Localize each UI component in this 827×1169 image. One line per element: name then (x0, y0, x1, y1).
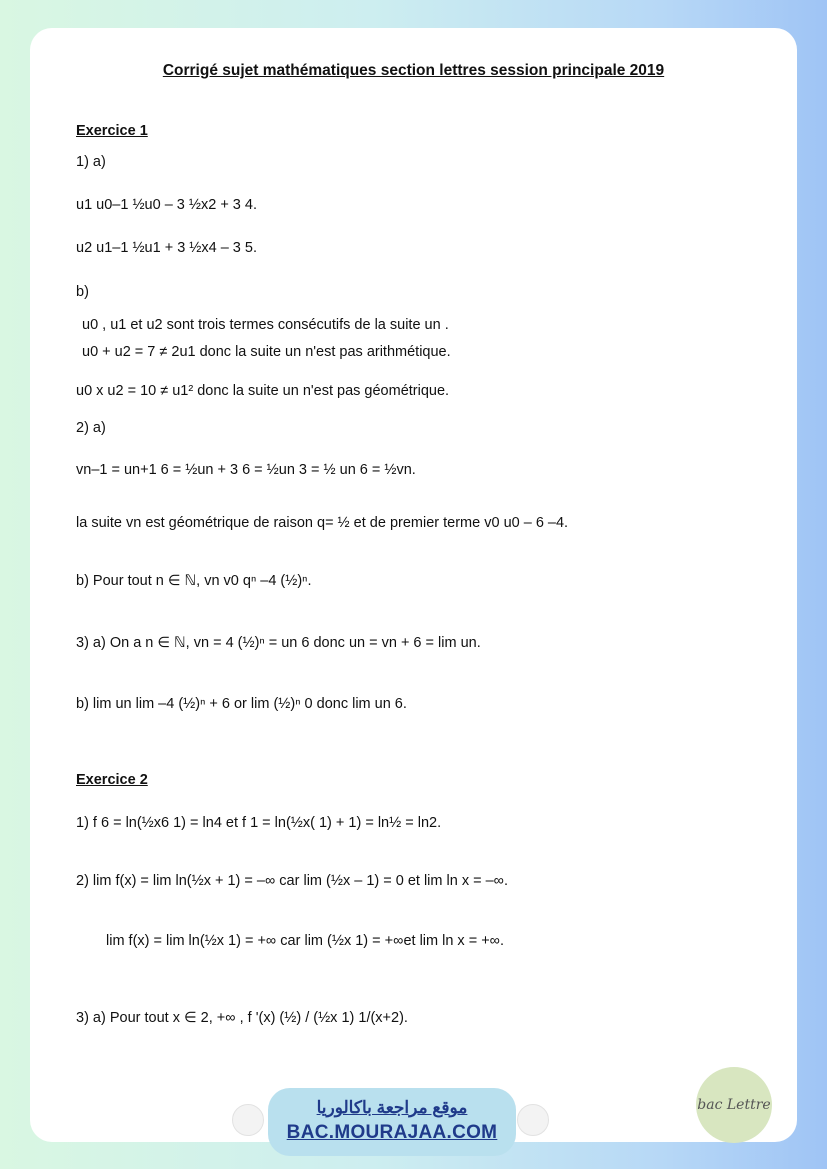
text-line: b) Pour tout n ∈ ℕ, vn v0 qⁿ –4 (½)ⁿ. (76, 573, 312, 589)
page-title: Corrigé sujet mathématiques section lettres session principale 2019 (162, 62, 665, 79)
text-line: u0 x u2 = 10 ≠ u1² donc la suite un n'est pas géométrique. (76, 383, 450, 399)
text-line: vn–1 = un+1 6 = ½un + 3 6 = ½un 3 = ½ un 6 = ½vn. (76, 462, 416, 478)
bac-lettre-badge: bac Lettre (696, 1067, 772, 1143)
text-line: la suite vn est géométrique de raison q= ½ et de premier terme v0 u0 – 6 –4. (76, 515, 569, 531)
footer-site-link[interactable]: BAC.MOURAJAA.COM (286, 1122, 498, 1143)
site-footer-banner[interactable] (268, 1088, 516, 1156)
text-line: b) lim un lim –4 (½)ⁿ + 6 or lim (½)ⁿ 0 donc lim un 6. (76, 696, 407, 712)
text-line: u0 + u2 = 7 ≠ 2u1 donc la suite un n'est pas arithmétique. (82, 344, 451, 360)
text-line: lim f(x) = lim ln(½x 1) = +∞ car lim (½x 1) = +∞et lim ln x = +∞. (106, 933, 505, 949)
text-line: 3) a) On a n ∈ ℕ, vn = 4 (½)ⁿ = un 6 donc un = vn + 6 = lim un. (76, 635, 481, 651)
text-line: 2) lim f(x) = lim ln(½x + 1) = –∞ car lim (½x – 1) = 0 et lim ln x = –∞. (76, 873, 509, 889)
text-line: 3) a) Pour tout x ∈ 2, +∞ , f '(x) (½) / (½x 1) 1/(x+2). (76, 1010, 408, 1026)
text-line: b) (76, 284, 89, 300)
exercise-2-heading: Exercice 2 (76, 772, 148, 788)
site-logo-icon (232, 1104, 264, 1136)
site-logo-icon (517, 1104, 549, 1136)
text-line: u2 u1–1 ½u1 + 3 ½x4 – 3 5. (76, 240, 257, 256)
exercise-1-heading: Exercice 1 (76, 123, 148, 139)
footer-arabic-link[interactable]: موقع مراجعة باكالوريا (316, 1098, 468, 1117)
text-line: 1) a) (76, 154, 106, 170)
text-line: u1 u0–1 ½u0 – 3 ½x2 + 3 4. (76, 197, 257, 213)
text-line: 1) f 6 = ln(½x6 1) = ln4 et f 1 = ln(½x( 1) + 1) = ln½ = ln2. (76, 815, 442, 831)
text-line: u0 , u1 et u2 sont trois termes consécutifs de la suite un . (82, 317, 449, 333)
text-line: 2) a) (76, 420, 106, 436)
